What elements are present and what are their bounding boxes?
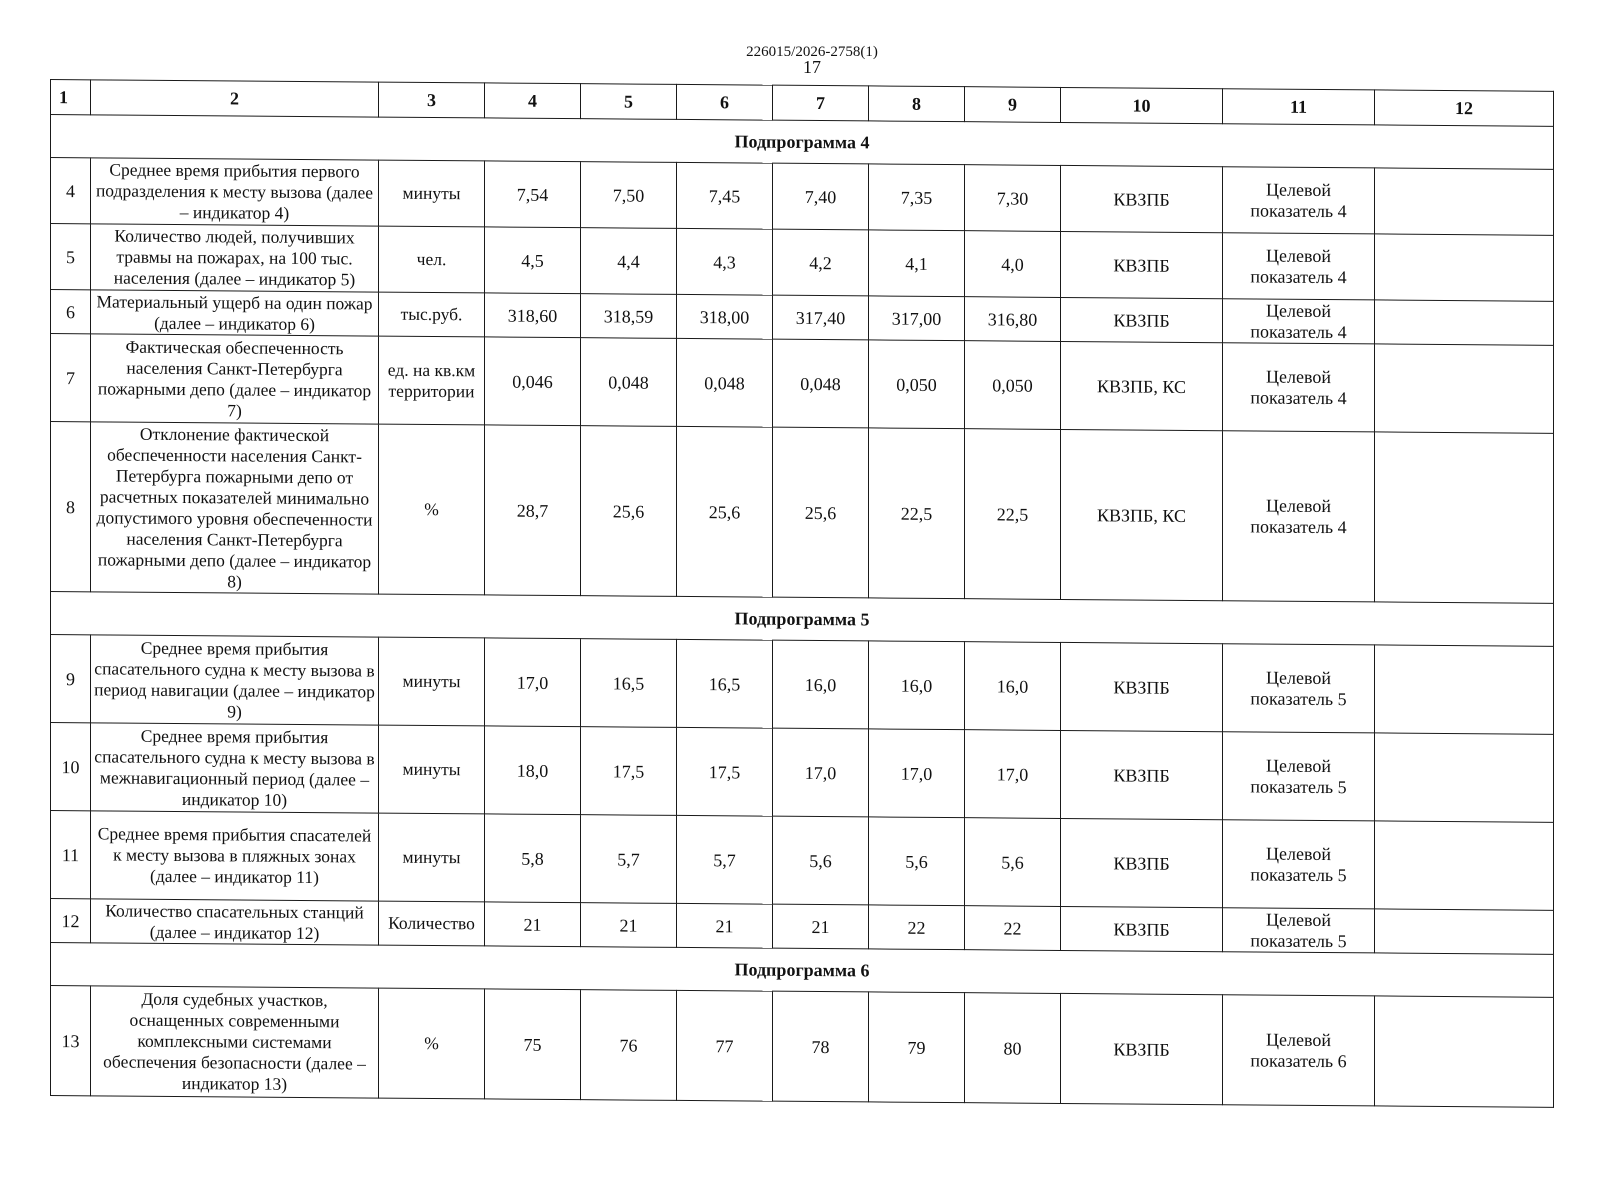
indicator-value: 75 <box>485 989 581 1100</box>
indicator-value: 7,30 <box>965 165 1061 232</box>
responsible-executor: КВЗПБ, КС <box>1061 341 1223 430</box>
note-cell <box>1375 300 1554 345</box>
indicator-value: 22,5 <box>869 428 965 599</box>
table-body <box>51 80 1554 1108</box>
indicator-value: 16,0 <box>965 642 1061 731</box>
target-indicator: Целевой показатель 5 <box>1223 732 1375 821</box>
responsible-executor: КВЗПБ, КС <box>1061 429 1223 600</box>
responsible-executor: КВЗПБ <box>1061 818 1223 907</box>
note-cell <box>1375 996 1554 1107</box>
indicator-value: 5,6 <box>773 816 869 905</box>
indicator-value: 7,45 <box>677 162 773 229</box>
indicator-value: 0,048 <box>773 339 869 428</box>
indicator-value: 21 <box>581 903 677 948</box>
indicator-value: 5,7 <box>581 815 677 904</box>
target-indicator: Целевой показатель 5 <box>1223 908 1375 953</box>
indicator-value: 0,048 <box>581 338 677 427</box>
section-title: Подпрограмма 4 <box>51 115 1554 170</box>
indicator-unit: чел. <box>379 226 485 293</box>
indicator-description: Количество людей, получивших травмы на пожарах, на 100 тыс. населения (далее – индикатор 5) <box>91 224 379 292</box>
indicator-value: 17,0 <box>485 638 581 727</box>
indicator-value: 317,40 <box>773 295 869 340</box>
indicator-value: 5,8 <box>485 814 581 903</box>
column-header: 2 <box>91 80 379 117</box>
indicator-number: 4 <box>51 158 91 224</box>
indicator-value: 7,50 <box>581 162 677 229</box>
column-header: 10 <box>1061 87 1223 123</box>
indicator-row <box>51 158 1554 236</box>
indicator-value: 317,00 <box>869 296 965 341</box>
indicator-value: 0,048 <box>677 338 773 427</box>
indicator-value: 5,6 <box>869 817 965 906</box>
indicator-value: 22 <box>965 906 1061 951</box>
indicator-description: Доля судебных участков, оснащенных современными комплексными системами обеспечения безопасности (далее – индикатор 13) <box>91 986 379 1098</box>
indicator-number: 11 <box>51 811 91 899</box>
page-number: 17 <box>803 57 821 77</box>
indicator-row <box>51 224 1554 302</box>
target-indicator: Целевой показатель 4 <box>1223 343 1375 432</box>
responsible-executor: КВЗПБ <box>1061 165 1223 232</box>
note-cell <box>1375 821 1554 910</box>
indicator-description: Отклонение фактической обеспеченности населения Санкт-Петербурга пожарными депо от расчетных показателей минимально допустимого уровня обеспеченности населения Санкт-Петербурга пожарными депо (далее – индикатор 8) <box>91 422 379 594</box>
indicator-description: Среднее время прибытия спасательного судна к месту вызова в межнавигационный период (далее – индикатор 10) <box>91 723 379 813</box>
target-indicator: Целевой показатель 4 <box>1223 233 1375 300</box>
target-indicator: Целевой показатель 5 <box>1223 820 1375 909</box>
indicator-row <box>51 334 1554 434</box>
indicator-row <box>51 635 1554 735</box>
indicator-value: 0,050 <box>965 341 1061 430</box>
column-header: 5 <box>581 84 677 120</box>
indicator-number: 6 <box>51 290 91 334</box>
indicator-value: 80 <box>965 993 1061 1104</box>
indicator-value: 318,00 <box>677 294 773 339</box>
indicator-value: 28,7 <box>485 425 581 596</box>
indicator-row <box>51 986 1554 1108</box>
indicator-value: 5,7 <box>677 815 773 904</box>
target-indicator: Целевой показатель 4 <box>1223 299 1375 344</box>
column-header: 3 <box>379 82 485 118</box>
indicator-description: Среднее время прибытия спасателей к месту вызова в пляжных зонах (далее – индикатор 11) <box>91 811 379 901</box>
indicator-value: 79 <box>869 992 965 1103</box>
column-header: 7 <box>773 85 869 121</box>
indicator-description: Среднее время прибытия первого подразделения к месту вызова (далее – индикатор 4) <box>91 158 379 226</box>
target-indicator: Целевой показатель 4 <box>1223 431 1375 602</box>
indicator-value: 4,2 <box>773 229 869 296</box>
indicator-value: 16,5 <box>581 639 677 728</box>
indicator-value: 21 <box>773 904 869 949</box>
column-header: 4 <box>485 83 581 119</box>
indicator-unit: минуты <box>379 160 485 227</box>
indicator-unit: ед. на кв.км территории <box>379 336 485 425</box>
column-header: 6 <box>677 84 773 120</box>
note-cell <box>1375 645 1554 734</box>
column-header: 9 <box>965 87 1061 123</box>
indicator-value: 16,0 <box>773 640 869 729</box>
indicator-unit: минуты <box>379 813 485 902</box>
indicator-value: 17,5 <box>677 727 773 816</box>
indicator-number: 10 <box>51 723 91 811</box>
indicator-row <box>51 811 1554 911</box>
note-cell <box>1375 733 1554 822</box>
indicator-number: 7 <box>51 334 91 422</box>
note-cell <box>1375 344 1554 433</box>
note-cell <box>1375 234 1554 301</box>
indicator-value: 78 <box>773 991 869 1102</box>
indicator-value: 22,5 <box>965 429 1061 600</box>
indicator-value: 7,40 <box>773 163 869 230</box>
indicator-value: 17,0 <box>965 730 1061 819</box>
indicator-value: 21 <box>485 902 581 947</box>
indicator-value: 17,0 <box>869 729 965 818</box>
indicator-value: 18,0 <box>485 726 581 815</box>
responsible-executor: КВЗПБ <box>1061 297 1223 342</box>
column-header: 12 <box>1375 90 1554 126</box>
indicator-value: 4,1 <box>869 230 965 297</box>
indicator-value: 7,35 <box>869 164 965 231</box>
indicator-value: 4,4 <box>581 228 677 295</box>
indicator-description: Фактическая обеспеченность населения Санкт-Петербурга пожарными депо (далее – индикатор 7) <box>91 334 379 424</box>
responsible-executor: КВЗПБ <box>1061 906 1223 951</box>
indicator-unit: Количество <box>379 901 485 946</box>
indicator-value: 0,046 <box>485 337 581 426</box>
responsible-executor: КВЗПБ <box>1061 231 1223 298</box>
indicator-value: 16,5 <box>677 639 773 728</box>
section-title: Подпрограмма 5 <box>51 592 1554 647</box>
indicator-number: 13 <box>51 986 91 1096</box>
indicator-value: 22 <box>869 905 965 950</box>
indicator-value: 316,80 <box>965 297 1061 342</box>
indicator-description: Среднее время прибытия спасательного судна к месту вызова в период навигации (далее – индикатор 9) <box>91 635 379 725</box>
indicator-value: 4,0 <box>965 231 1061 298</box>
indicator-value: 25,6 <box>581 426 677 597</box>
target-indicator: Целевой показатель 5 <box>1223 644 1375 733</box>
responsible-executor: КВЗПБ <box>1061 642 1223 731</box>
indicator-number: 8 <box>51 422 91 592</box>
indicator-value: 21 <box>677 903 773 948</box>
indicators-table <box>50 79 1554 1108</box>
indicator-description: Количество спасательных станций (далее – индикатор 12) <box>91 899 379 945</box>
indicator-value: 0,050 <box>869 340 965 429</box>
indicator-unit: % <box>379 424 485 595</box>
indicator-value: 17,0 <box>773 728 869 817</box>
indicator-value: 4,3 <box>677 228 773 295</box>
indicator-unit: минуты <box>379 725 485 814</box>
indicator-unit: % <box>379 988 485 1099</box>
column-header: 8 <box>869 86 965 122</box>
section-title: Подпрограмма 6 <box>51 943 1554 998</box>
column-header: 1 <box>51 80 91 115</box>
indicator-value: 7,54 <box>485 161 581 228</box>
indicator-number: 12 <box>51 899 91 943</box>
indicator-value: 17,5 <box>581 727 677 816</box>
indicator-row <box>51 723 1554 823</box>
indicator-value: 77 <box>677 990 773 1101</box>
indicator-value: 318,59 <box>581 294 677 339</box>
indicator-value: 76 <box>581 990 677 1101</box>
note-cell <box>1375 909 1554 954</box>
indicator-value: 16,0 <box>869 641 965 730</box>
indicator-value: 318,60 <box>485 293 581 338</box>
note-cell <box>1375 432 1554 603</box>
indicator-unit: тыс.руб. <box>379 292 485 337</box>
indicator-value: 25,6 <box>773 427 869 598</box>
indicator-description: Материальный ущерб на один пожар (далее – индикатор 6) <box>91 290 379 336</box>
document-registration-number: 226015/2026-2758(1) <box>746 44 878 60</box>
indicator-number: 9 <box>51 635 91 723</box>
indicator-value: 4,5 <box>485 227 581 294</box>
indicator-number: 5 <box>51 224 91 290</box>
indicator-row <box>51 422 1554 604</box>
indicator-value: 25,6 <box>677 426 773 597</box>
indicator-unit: минуты <box>379 637 485 726</box>
responsible-executor: КВЗПБ <box>1061 730 1223 819</box>
indicator-value: 5,6 <box>965 818 1061 907</box>
note-cell <box>1375 168 1554 235</box>
target-indicator: Целевой показатель 6 <box>1223 995 1375 1106</box>
column-header: 11 <box>1223 89 1375 125</box>
target-indicator: Целевой показатель 4 <box>1223 167 1375 234</box>
responsible-executor: КВЗПБ <box>1061 993 1223 1104</box>
